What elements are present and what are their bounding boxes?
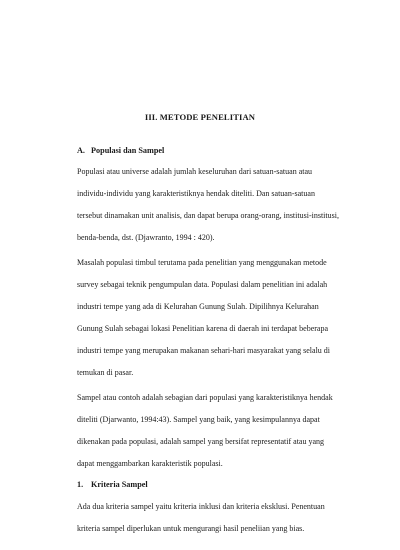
paragraph-sampel [77, 391, 347, 471]
subsection-heading [77, 478, 347, 492]
subsection-title: Kriteria Sampel [91, 480, 148, 489]
paragraph-line: kriteria sampel diperlukan untuk mengurangi hasil peneliian yang bias. [77, 524, 305, 533]
paragraph-line: dikenakan pada populasi, adalah sampel yang bersifat representatif atau yang [77, 437, 325, 446]
paragraph-masalah-populasi [77, 256, 347, 380]
document-body [77, 145, 347, 547]
paragraph-kriteria-sampel [77, 500, 347, 536]
paragraph-line: individu-individu yang karakteristiknya hendak diteliti. Dan satuan-satuan [77, 189, 315, 198]
paragraph-populasi [77, 165, 347, 245]
paragraph-line: tersebut dinamakan unit analisis, dan dapat berupa orang-orang, institusi-institusi, [77, 211, 339, 220]
subsection-number: 1. [77, 480, 84, 489]
section-number: A. [77, 146, 85, 155]
paragraph-line: Populasi atau universe adalah jumlah keseluruhan dari satuan-satuan atau [77, 167, 313, 176]
paragraph-line: benda-benda, dst. (Djawranto, 1994 : 420). [77, 233, 215, 242]
paragraph-line: survey sebagai teknik pengumpulan data. Populasi dalam penelitian ini adalah [77, 280, 328, 289]
paragraph-line: temukan di pasar. [77, 368, 134, 377]
section-title: Populasi dan Sampel [91, 146, 165, 155]
paragraph-line: Masalah populasi timbul terutama pada penelitian yang menggunakan metode [77, 258, 327, 267]
paragraph-line: dapat menggambarkan karakteristik populasi. [77, 459, 223, 468]
paragraph-line: Sampel atau contoh adalah sebagian dari populasi yang karakteristiknya hendak [77, 393, 333, 402]
paragraph-line: industri tempe yang merupakan makanan sehari-hari masyarakat yang selalu di [77, 346, 331, 355]
paragraph-line: Ada dua kriteria sampel yaitu kriteria inklusi dan kriteria eksklusi. Penentuan [77, 502, 325, 511]
paragraph-line: industri tempe yang ada di Kelurahan Gunung Sulah. Dipilihnya Kelurahan [77, 302, 319, 311]
chapter-title: III. METODE PENELITIAN [144, 112, 256, 122]
paragraph-line: Gunung Sulah sebagai lokasi Penelitian karena di daerah ini terdapat beberapa [77, 324, 329, 333]
section-heading [77, 145, 347, 157]
paragraph-line: diteliti (Djarwanto, 1994:43). Sampel yang baik, yang kesimpulannya dapat [77, 415, 320, 424]
